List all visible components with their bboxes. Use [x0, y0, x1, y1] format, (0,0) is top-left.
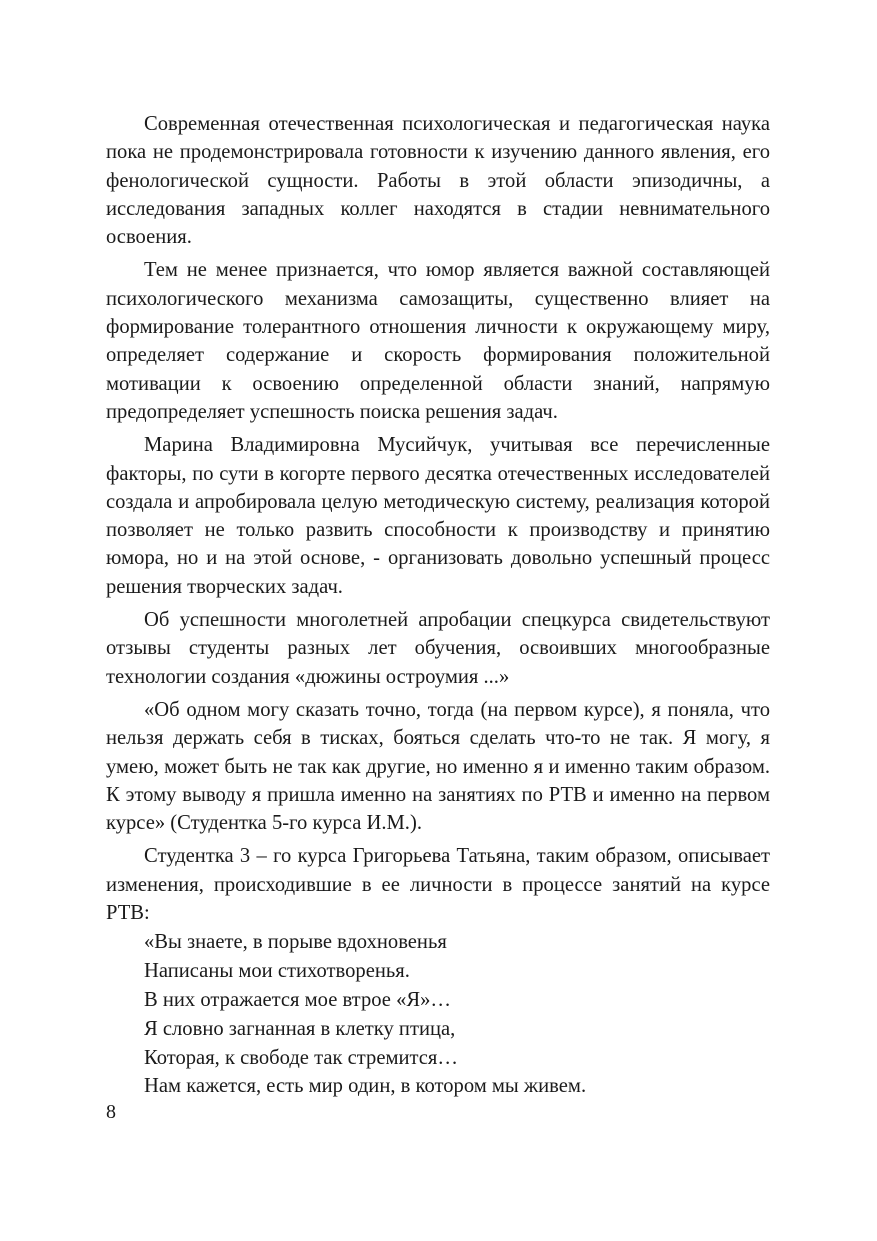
paragraph-4: Об успешности многолетней апробации спецкурса свидетельствуют отзывы студенты разных лет обучения, освоивших многообразные технологии создания «дюжины остроумия ...» [106, 609, 770, 688]
paragraph-3: Марина Владимировна Мусийчук, учитывая все перечисленные факторы, по сути в когорте первого десятка отечественных исследователей создала и апробировала целую методическую систему, реализация которой позволяет не только развить способности к производству и принятию юмора, но и на этой основе, - организовать довольно успешный процесс решения творческих задач. [106, 434, 770, 598]
poem-line: Я словно загнанная в клетку птица, [144, 1017, 456, 1040]
paragraph-5-quote: «Об одном могу сказать точно, тогда (на первом курсе), я поняла, что нельзя держать себя в тисках, бояться сделать что-то не так. Я могу, я умею, может быть не так как другие, но именно я и именно таким образом. К этому выводу я пришла именно на занятиях по РТВ и именно на первом курсе» (Студентка 5-го курса И.М.). [106, 698, 770, 835]
poem-block [106, 928, 770, 1100]
poem-line: «Вы знаете, в порыве вдохновенья [144, 931, 447, 954]
paragraph-2: Тем не менее признается, что юмор является важной составляющей психологического механизма самозащиты, существенно влияет на формирование толерантного отношения личности к окружающему миру, определяет содержание и скорость формирования положительной мотивации к освоению определенной области знаний, напрямую предопределяет успешность поиска решения задач. [106, 259, 770, 423]
paragraph-6: Студентка 3 – го курса Григорьева Татьяна, таким образом, описывает изменения, происходившие в ее личности в процессе занятий на курсе РТВ: [106, 845, 770, 925]
poem-line: В них отражается мое втрое «Я»… [144, 988, 451, 1011]
poem-line: Написаны мои стихотворенья. [144, 960, 410, 983]
page-body [106, 110, 770, 1101]
poem-line: Нам кажется, есть мир один, в котором мы живем. [144, 1075, 587, 1098]
page-number: 8 [106, 1101, 116, 1123]
paragraph-1: Современная отечественная психологическая и педагогическая наука пока не продемонстрировала готовности к изучению данного явления, его фенологической сущности. Работы в этой области эпизодичны, а исследования западных коллег находятся в стадии невнимательного освоения. [106, 113, 770, 249]
poem-line: Которая, к свободе так стремится… [144, 1046, 458, 1069]
